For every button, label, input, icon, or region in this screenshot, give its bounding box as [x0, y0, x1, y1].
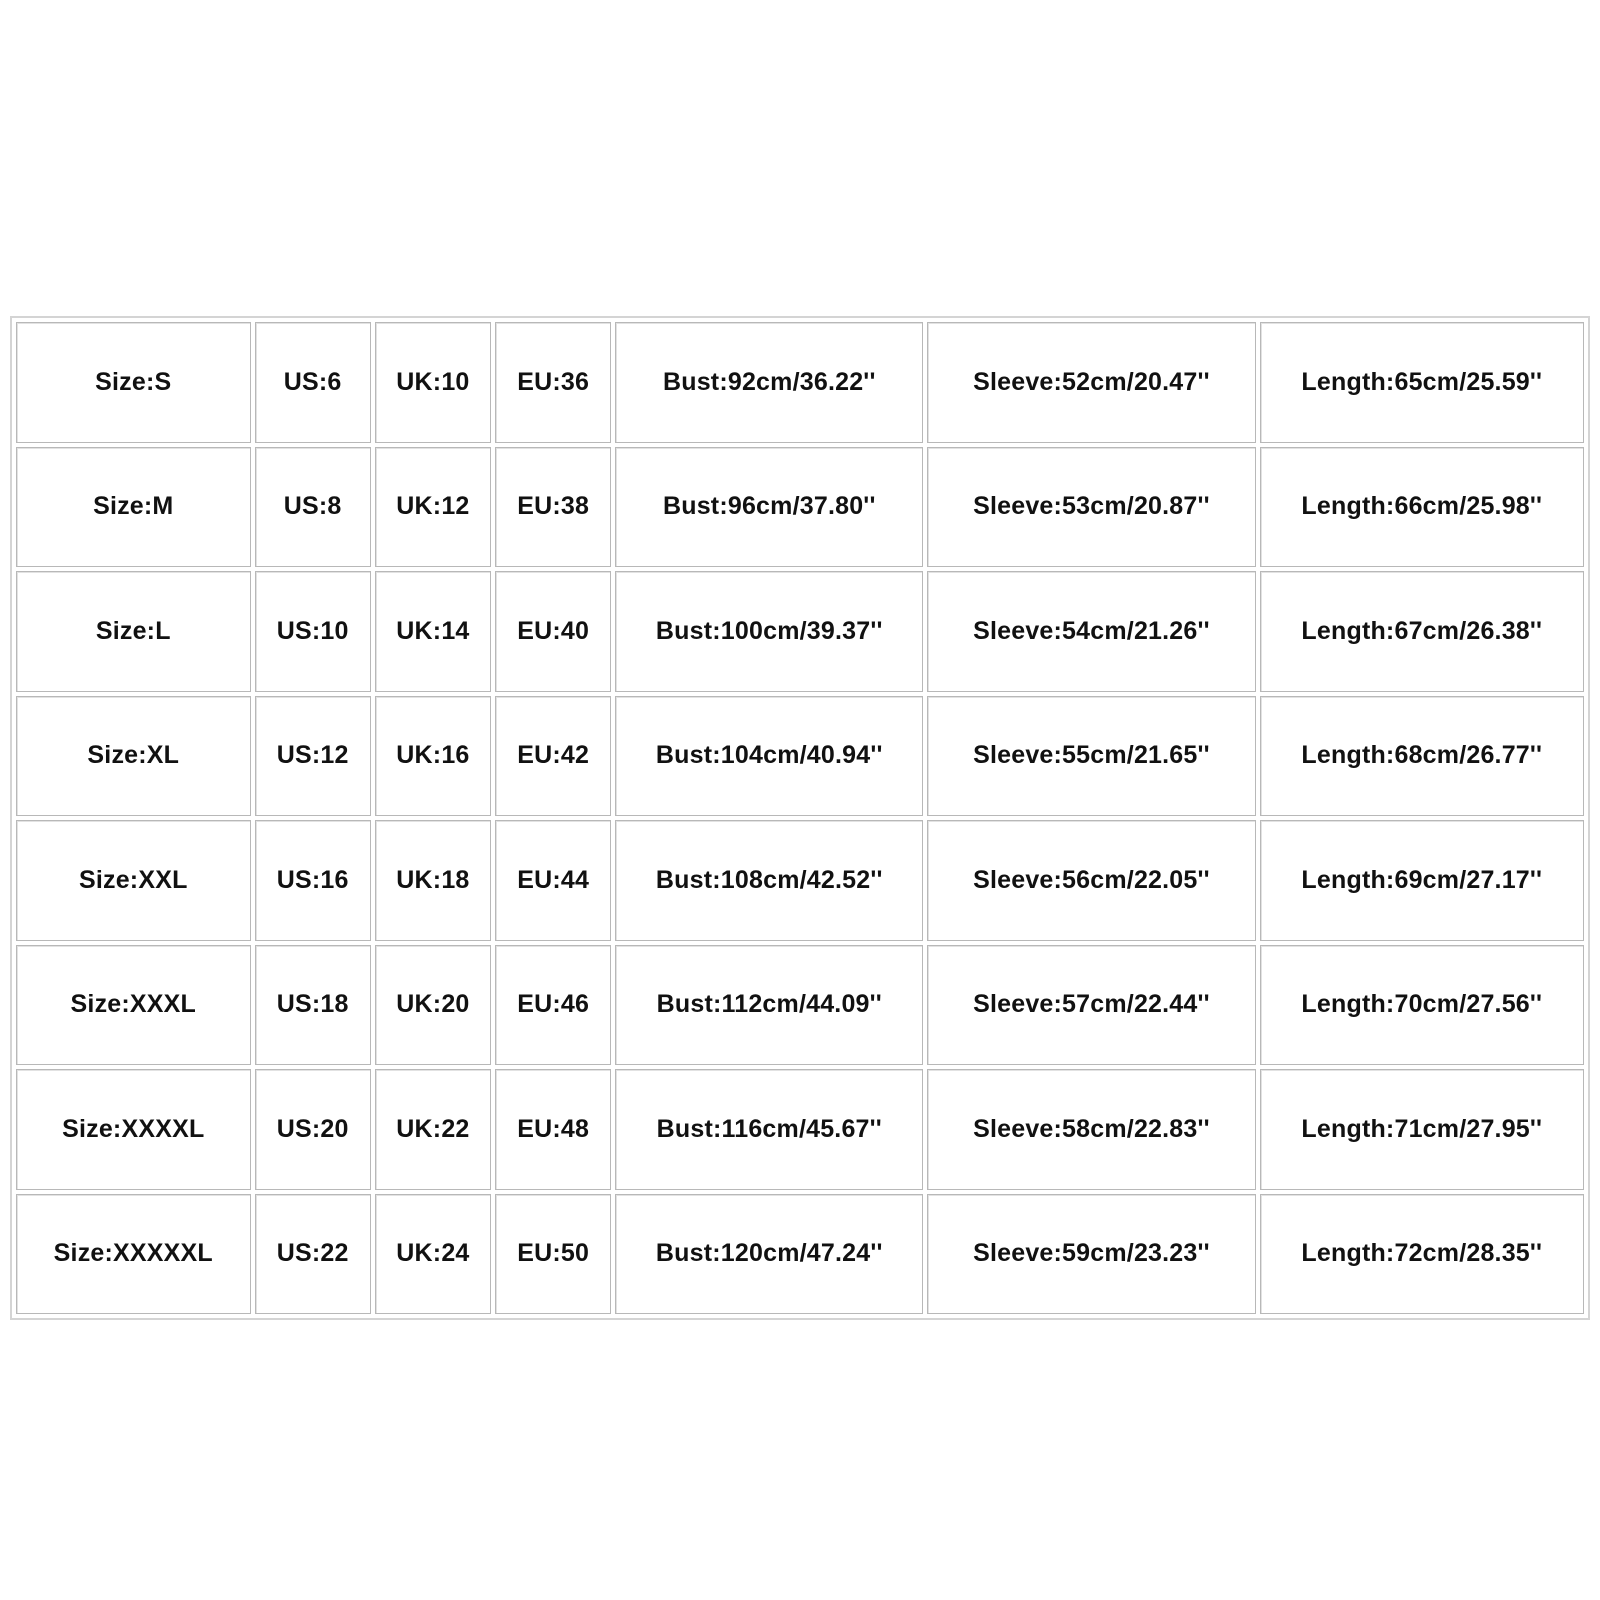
us-size-cell: US:18	[255, 945, 371, 1066]
eu-size-cell: EU:42	[495, 696, 611, 817]
bust-cell: Bust:92cm/36.22''	[615, 322, 923, 443]
sleeve-cell: Sleeve:59cm/23.23''	[927, 1194, 1255, 1315]
eu-size-cell: EU:36	[495, 322, 611, 443]
bust-cell: Bust:100cm/39.37''	[615, 571, 923, 692]
bust-cell: Bust:116cm/45.67''	[615, 1069, 923, 1190]
sleeve-cell: Sleeve:55cm/21.65''	[927, 696, 1255, 817]
size-row	[16, 945, 1584, 1066]
uk-size-cell: UK:18	[375, 820, 491, 941]
sleeve-cell: Sleeve:58cm/22.83''	[927, 1069, 1255, 1190]
uk-size-cell: UK:20	[375, 945, 491, 1066]
length-cell: Length:67cm/26.38''	[1260, 571, 1584, 692]
length-cell: Length:65cm/25.59''	[1260, 322, 1584, 443]
uk-size-cell: UK:10	[375, 322, 491, 443]
uk-size-cell: UK:24	[375, 1194, 491, 1315]
length-cell: Length:70cm/27.56''	[1260, 945, 1584, 1066]
eu-size-cell: EU:44	[495, 820, 611, 941]
length-cell: Length:66cm/25.98''	[1260, 447, 1584, 568]
size-row	[16, 820, 1584, 941]
us-size-cell: US:12	[255, 696, 371, 817]
length-cell: Length:69cm/27.17''	[1260, 820, 1584, 941]
size-row	[16, 447, 1584, 568]
us-size-cell: US:20	[255, 1069, 371, 1190]
eu-size-cell: EU:38	[495, 447, 611, 568]
size-chart	[10, 316, 1590, 1320]
bust-cell: Bust:112cm/44.09''	[615, 945, 923, 1066]
bust-cell: Bust:96cm/37.80''	[615, 447, 923, 568]
us-size-cell: US:8	[255, 447, 371, 568]
uk-size-cell: UK:14	[375, 571, 491, 692]
eu-size-cell: EU:46	[495, 945, 611, 1066]
length-cell: Length:71cm/27.95''	[1260, 1069, 1584, 1190]
size-cell: Size:XXL	[16, 820, 251, 941]
length-cell: Length:68cm/26.77''	[1260, 696, 1584, 817]
us-size-cell: US:6	[255, 322, 371, 443]
size-cell: Size:XL	[16, 696, 251, 817]
eu-size-cell: EU:48	[495, 1069, 611, 1190]
size-cell: Size:XXXXL	[16, 1069, 251, 1190]
size-cell: Size:M	[16, 447, 251, 568]
size-row	[16, 322, 1584, 443]
size-row	[16, 696, 1584, 817]
sleeve-cell: Sleeve:57cm/22.44''	[927, 945, 1255, 1066]
uk-size-cell: UK:22	[375, 1069, 491, 1190]
sleeve-cell: Sleeve:54cm/21.26''	[927, 571, 1255, 692]
eu-size-cell: EU:40	[495, 571, 611, 692]
eu-size-cell: EU:50	[495, 1194, 611, 1315]
size-row	[16, 1069, 1584, 1190]
size-row	[16, 1194, 1584, 1315]
size-cell: Size:XXXXXL	[16, 1194, 251, 1315]
size-row	[16, 571, 1584, 692]
us-size-cell: US:22	[255, 1194, 371, 1315]
length-cell: Length:72cm/28.35''	[1260, 1194, 1584, 1315]
size-cell: Size:XXXL	[16, 945, 251, 1066]
size-cell: Size:S	[16, 322, 251, 443]
bust-cell: Bust:108cm/42.52''	[615, 820, 923, 941]
size-cell: Size:L	[16, 571, 251, 692]
sleeve-cell: Sleeve:52cm/20.47''	[927, 322, 1255, 443]
bust-cell: Bust:104cm/40.94''	[615, 696, 923, 817]
sleeve-cell: Sleeve:53cm/20.87''	[927, 447, 1255, 568]
sleeve-cell: Sleeve:56cm/22.05''	[927, 820, 1255, 941]
us-size-cell: US:10	[255, 571, 371, 692]
bust-cell: Bust:120cm/47.24''	[615, 1194, 923, 1315]
uk-size-cell: UK:16	[375, 696, 491, 817]
uk-size-cell: UK:12	[375, 447, 491, 568]
size-chart-table	[12, 318, 1588, 1318]
us-size-cell: US:16	[255, 820, 371, 941]
